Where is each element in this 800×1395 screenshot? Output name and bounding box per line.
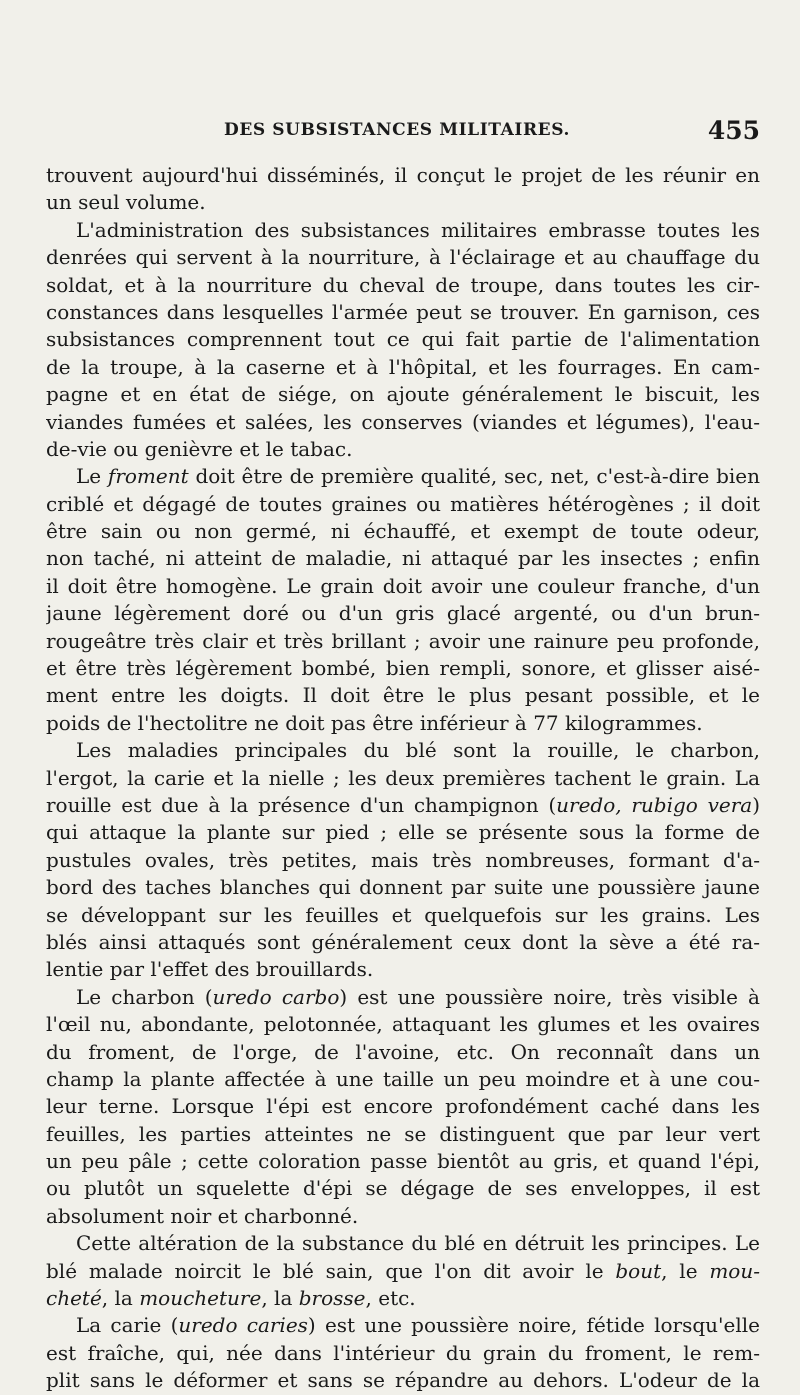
text-line [46, 381, 760, 408]
text-run: doit être de première qualité, sec, net, c'est-à-dire bien [188, 464, 760, 489]
text-run: ment entre les doigts. Il doit être le plus pesant possible, et le [46, 683, 760, 708]
text-run: , etc. [365, 1286, 416, 1311]
text-run: viandes fumées et salées, les conserves (viandes et légumes), l'eau- [46, 409, 760, 434]
text-line [46, 1230, 760, 1257]
text-run: blés ainsi attaqués sont généralement ceux dont la sève a été ra- [46, 929, 760, 954]
text-run: Le charbon ( [76, 984, 213, 1009]
text-run: criblé et dégagé de toutes graines ou matières hétérogènes ; il doit [46, 491, 760, 516]
text-run: jaune légèrement doré ou d'un gris glacé argenté, ou d'un brun- [46, 601, 760, 626]
text-run: soldat, et à la nourriture du cheval de troupe, dans toutes les cir- [46, 272, 760, 297]
text-run: être sain ou non germé, ni échauffé, et exempt de toute odeur, [46, 519, 760, 544]
text-run: bord des taches blanches qui donnent par suite une poussière jaune [46, 875, 760, 900]
text-line [46, 929, 760, 956]
text-line [46, 628, 760, 655]
text-run: ) est une poussière noire, très visible à [339, 984, 760, 1009]
text-run: il doit être homogène. Le grain doit avoir une couleur franche, d'un [46, 573, 760, 598]
text-line [46, 1121, 760, 1148]
text-run: trouvent aujourd'hui disséminés, il conçut le projet de les réunir en [46, 163, 760, 187]
text-line [46, 847, 760, 874]
text-run: La carie ( [76, 1313, 179, 1338]
text-line [46, 737, 760, 764]
running-header [46, 110, 760, 152]
text-run: champ la plante affectée à une taille un peu moindre et à une cou- [46, 1066, 760, 1091]
text-line [46, 600, 760, 627]
text-run: ) [752, 792, 760, 817]
italic-term: cheté [46, 1286, 102, 1311]
text-line [46, 244, 760, 271]
text-line [46, 1312, 760, 1339]
text-run: denrées qui servent à la nourriture, à l'éclairage et au chauffage du [46, 245, 760, 270]
text-run: non taché, ni atteint de maladie, ni attaqué par les insectes ; enfin [46, 546, 760, 571]
text-line [46, 1011, 760, 1038]
text-run: rougeâtre très clair et très brillant ; avoir une rainure peu profonde, [46, 628, 760, 653]
text-run: l'ergot, la carie et la nielle ; les deux premières tachent le grain. La [46, 765, 760, 790]
italic-term: froment [107, 464, 189, 489]
text-run: , la [101, 1286, 140, 1311]
text-run: de la troupe, à la caserne et à l'hôpital, et les fourrages. En cam- [46, 354, 760, 379]
text-line [46, 956, 760, 983]
text-line [46, 710, 760, 737]
text-line [46, 655, 760, 682]
text-run: Le [76, 464, 108, 489]
text-run: subsistances comprennent tout ce qui fait partie de l'alimentation [46, 327, 760, 352]
text-line [46, 1367, 760, 1394]
text-run: blé malade noircit le blé sain, que l'on dit avoir le [46, 1258, 616, 1283]
text-line [46, 463, 760, 490]
text-run: du froment, de l'orge, de l'avoine, etc. On reconnaît dans un [46, 1039, 760, 1064]
italic-term: brosse [298, 1286, 366, 1311]
text-run: feuilles, les parties atteintes ne se distinguent que par leur vert [46, 1121, 760, 1146]
text-run: l'œil nu, abondante, pelotonnée, attaquant les glumes et les ovaires [46, 1012, 760, 1037]
text-line [46, 354, 760, 381]
text-run: L'administration des subsistances militaires embrasse toutes les [76, 217, 760, 242]
text-line [46, 189, 760, 216]
text-line [46, 1039, 760, 1066]
body-text [46, 162, 760, 1395]
text-line [46, 765, 760, 792]
text-line [46, 1340, 760, 1367]
text-line [46, 573, 760, 600]
text-line [46, 902, 760, 929]
text-line [46, 1066, 760, 1093]
text-line [46, 819, 760, 846]
text-run: pustules ovales, très petites, mais très nombreuses, formant d'a- [46, 847, 760, 872]
text-run: ) est une poussière noire, fétide lorsqu'elle [307, 1313, 760, 1338]
text-run: plit sans le déformer et sans se répandre au dehors. L'odeur de la [46, 1368, 760, 1393]
text-run: absolument noir et charbonné. [46, 1203, 359, 1228]
text-line [46, 272, 760, 299]
text-line [46, 682, 760, 709]
italic-term: mou- [709, 1258, 760, 1283]
text-line [46, 162, 760, 189]
text-run: un peu pâle ; cette coloration passe bientôt au gris, et quand l'épi, [46, 1149, 760, 1174]
text-line [46, 1285, 760, 1312]
page-number: 455 [707, 116, 760, 145]
text-line [46, 436, 760, 463]
text-run: un seul volume. [46, 190, 206, 215]
text-run: leur terne. Lorsque l'épi est encore profondément caché dans les [46, 1094, 760, 1119]
text-run: est fraîche, qui, née dans l'intérieur du grain du froment, le rem- [46, 1340, 760, 1365]
text-run: de-vie ou genièvre et le tabac. [46, 436, 353, 461]
text-line [46, 545, 760, 572]
text-line [46, 491, 760, 518]
text-run: Les maladies principales du blé sont la rouille, le charbon, [76, 738, 760, 763]
text-run: poids de l'hectolitre ne doit pas être inférieur à 77 kilogrammes. [46, 710, 703, 735]
italic-term: uredo caries [178, 1313, 308, 1338]
book-page [46, 110, 760, 1395]
text-run: constances dans lesquelles l'armée peut se trouver. En garnison, ces [46, 299, 760, 324]
text-run: ou plutôt un squelette d'épi se dégage de ses enveloppes, il est [46, 1176, 760, 1201]
text-line [46, 326, 760, 353]
text-line [46, 984, 760, 1011]
text-run: pagne et en état de siége, on ajoute généralement le biscuit, les [46, 382, 760, 407]
text-run: et être très légèrement bombé, bien rempli, sonore, et glisser aisé- [46, 656, 760, 681]
text-run: qui attaque la plante sur pied ; elle se présente sous la forme de [46, 820, 760, 845]
text-line [46, 518, 760, 545]
italic-term: moucheture [139, 1286, 262, 1311]
text-run: se développant sur les feuilles et quelquefois sur les grains. Les [46, 902, 760, 927]
text-run: , la [261, 1286, 299, 1311]
italic-term: uredo carbo [212, 984, 340, 1009]
text-line [46, 409, 760, 436]
italic-term: bout [615, 1258, 662, 1283]
text-line [46, 299, 760, 326]
text-line [46, 1203, 760, 1230]
text-line [46, 1093, 760, 1120]
text-run: lentie par l'effet des brouillards. [46, 957, 374, 982]
text-line [46, 1148, 760, 1175]
text-run: Cette altération de la substance du blé en détruit les principes. Le [76, 1231, 760, 1256]
text-line [46, 217, 760, 244]
text-line [46, 1258, 760, 1285]
text-line [46, 1175, 760, 1202]
text-line [46, 874, 760, 901]
italic-term: uredo, rubigo vera [556, 792, 753, 817]
running-title: DES SUBSISTANCES MILITAIRES. [224, 120, 571, 140]
text-run: , le [661, 1258, 710, 1283]
text-run: rouille est due à la présence d'un champignon ( [46, 792, 557, 817]
text-line [46, 792, 760, 819]
